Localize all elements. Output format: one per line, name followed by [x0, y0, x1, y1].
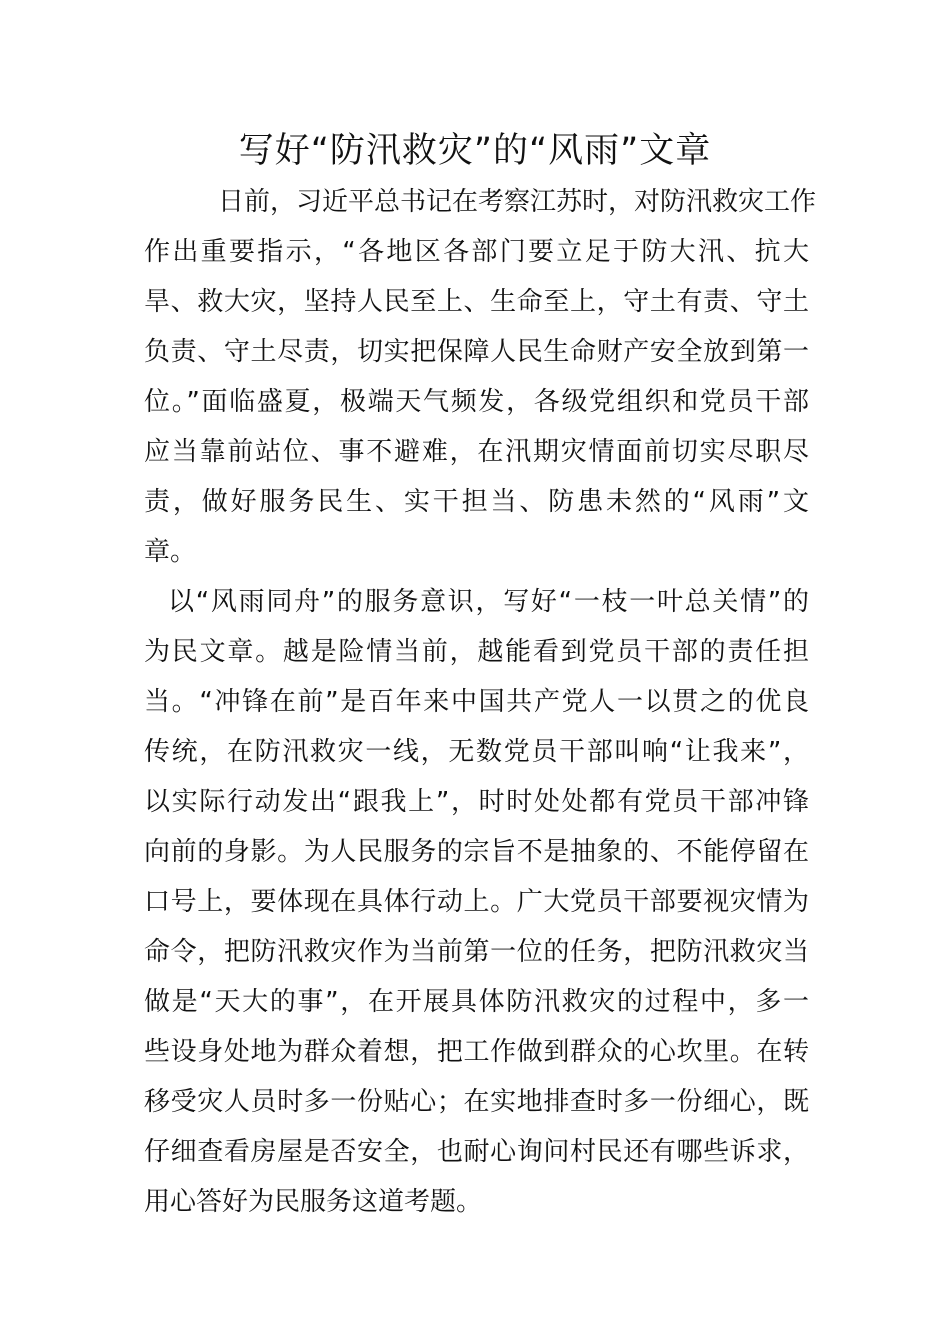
paragraph-1-line-7: 责，做好服务民生、实干担当、防患未然的“风雨”文 [144, 487, 809, 517]
document-body [144, 177, 817, 1227]
paragraph-1-line-5: 位。”面临盛夏，极端天气频发，各级党组织和党员干部 [144, 387, 809, 417]
paragraph-2-line-10: 些设身处地为群众着想，把工作做到群众的心坎里。在转 [144, 1037, 809, 1067]
paragraph-2-line-2: 为民文章。越是险情当前，越能看到党员干部的责任担 [144, 637, 809, 667]
paragraph-1-line-1: 日前，习近平总书记在考察江苏时，对防汛救灾工作 [218, 187, 817, 217]
paragraph-2-line-4: 传统，在防汛救灾一线，无数党员干部叫响“让我来”， [144, 737, 809, 767]
paragraph-2-line-7: 口号上，要体现在具体行动上。广大党员干部要视灾情为 [144, 887, 809, 917]
paragraph-1-line-2: 作出重要指示，“各地区各部门要立足于防大汛、抗大 [144, 237, 809, 267]
paragraph-1-line-6: 应当靠前站位、事不避难，在汛期灾情面前切实尽职尽 [144, 437, 809, 467]
paragraph-1-line-3: 旱、救大灾，坚持人民至上、生命至上，守土有责、守土 [144, 287, 809, 317]
document-title: 写好“防汛救灾”的“风雨”文章 [238, 131, 712, 171]
paragraph-1-line-4: 负责、守土尽责，切实把保障人民生命财产安全放到第一 [144, 337, 809, 367]
paragraph-2-line-12: 仔细查看房屋是否安全，也耐心询问村民还有哪些诉求， [144, 1137, 809, 1167]
paragraph-1-line-8: 章。 [144, 537, 197, 567]
paragraph-2-line-8: 命令，把防汛救灾作为当前第一位的任务，把防汛救灾当 [144, 937, 809, 967]
paragraph-2-line-9: 做是“天大的事”，在开展具体防汛救灾的过程中，多一 [144, 987, 809, 1017]
paragraph-2-line-3: 当。“冲锋在前”是百年来中国共产党人一以贯之的优良 [144, 687, 809, 717]
paragraph-2-line-1: 以“风雨同舟”的服务意识，写好“一枝一叶总关情”的 [168, 587, 809, 617]
paragraph-2-line-5: 以实际行动发出“跟我上”，时时处处都有党员干部冲锋 [144, 787, 809, 817]
paragraph-2-line-13: 用心答好为民服务这道考题。 [144, 1187, 483, 1217]
paragraph-2-line-11: 移受灾人员时多一份贴心；在实地排查时多一份细心，既 [144, 1087, 809, 1117]
paragraph-2-line-6: 向前的身影。为人民服务的宗旨不是抽象的、不能停留在 [144, 837, 809, 867]
